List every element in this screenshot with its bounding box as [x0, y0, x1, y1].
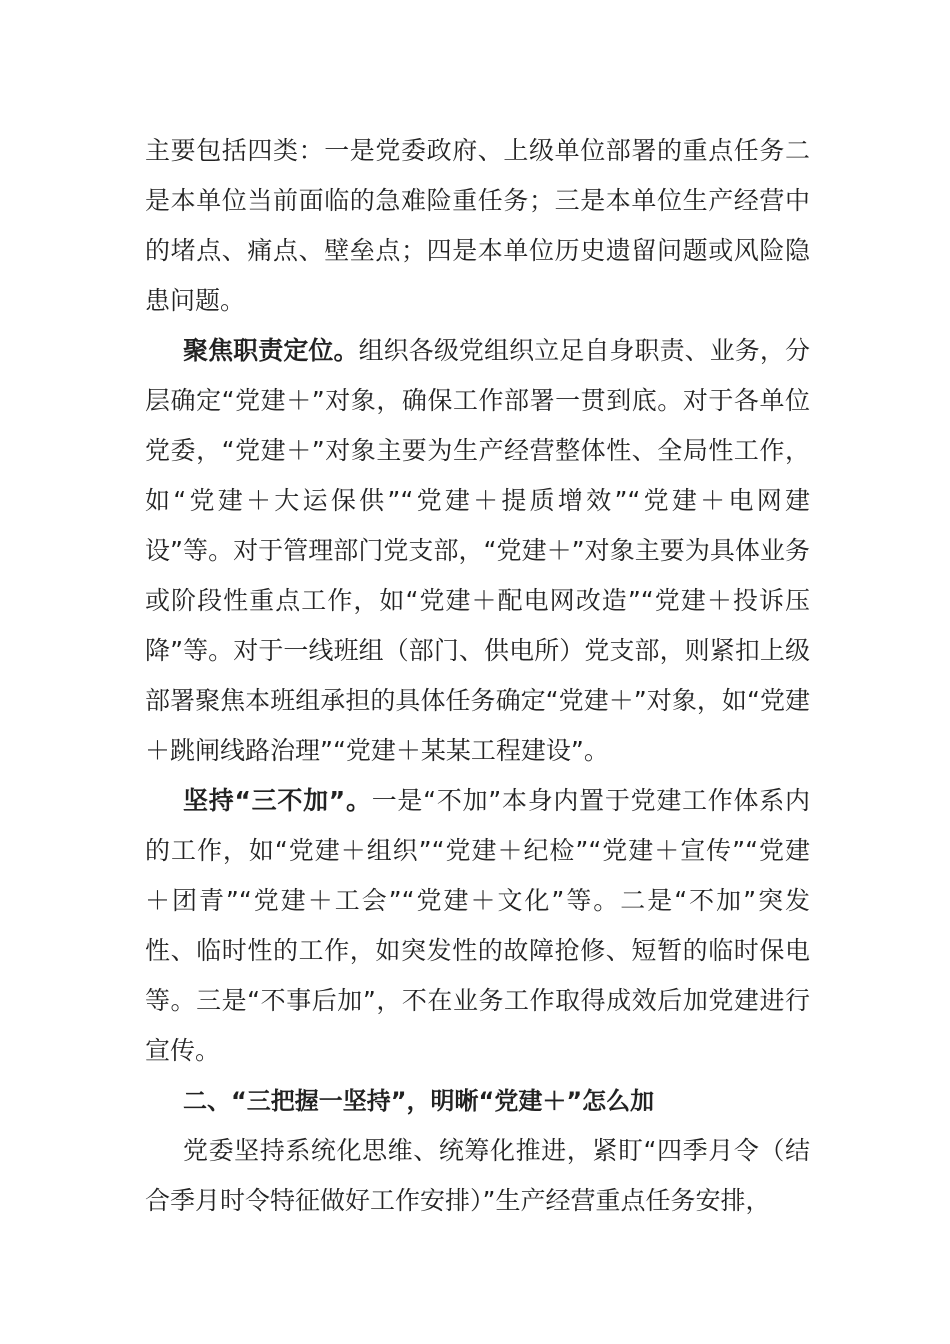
section-heading: [145, 1076, 810, 1126]
paragraph-focus-responsibility: [145, 326, 810, 776]
paragraph-three-no-add: [145, 776, 810, 1076]
paragraph-lead-heading: 坚持“三不加”。: [183, 786, 372, 815]
paragraph-text: 党委坚持系统化思维、统筹化推进，紧盯“四季月令（结合季月时令特征做好工作安排）”生产经营重点任务安排，: [145, 1136, 810, 1215]
paragraph-lead-heading: 聚焦职责定位。: [183, 336, 359, 365]
paragraph-task-categories: [145, 126, 810, 326]
paragraph-text: 组织各级党组织立足自身职责、业务，分层确定“党建＋”对象，确保工作部署一贯到底。对于各单位党委，“党建＋”对象主要为生产经营整体性、全局性工作，如“党建＋大运保供”“党建＋提质增效”“党建＋电网建设”等。对于管理部门党支部，“党建＋”对象主要为具体业务或阶段性重点工作，如“党建＋配电网改造”“党建＋投诉压降”等。对于一线班组（部门、供电所）党支部，则紧扣上级部署聚焦本班组承担的具体任务确定“党建＋”对象，如“党建＋跳闸线路治理”“党建＋某某工程建设”。: [145, 336, 810, 765]
paragraph-party-committee: [145, 1126, 810, 1226]
paragraph-text: 主要包括四类：一是党委政府、上级单位部署的重点任务二是本单位当前面临的急难险重任务；三是本单位生产经营中的堵点、痛点、壁垒点；四是本单位历史遗留问题或风险隐患问题。: [145, 136, 810, 315]
paragraph-text: 一是“不加”本身内置于党建工作体系内的工作，如“党建＋组织”“党建＋纪检”“党建＋宣传”“党建＋团青”“党建＋工会”“党建＋文化”等。二是“不加”突发性、临时性的工作，如突发性的故障抢修、短暂的临时保电等。三是“不事后加”，不在业务工作取得成效后加党建进行宣传。: [145, 786, 810, 1065]
document-body: [145, 126, 810, 1226]
section-heading-text: 二、“三把握一坚持”，明晰“党建＋”怎么加: [183, 1087, 655, 1115]
